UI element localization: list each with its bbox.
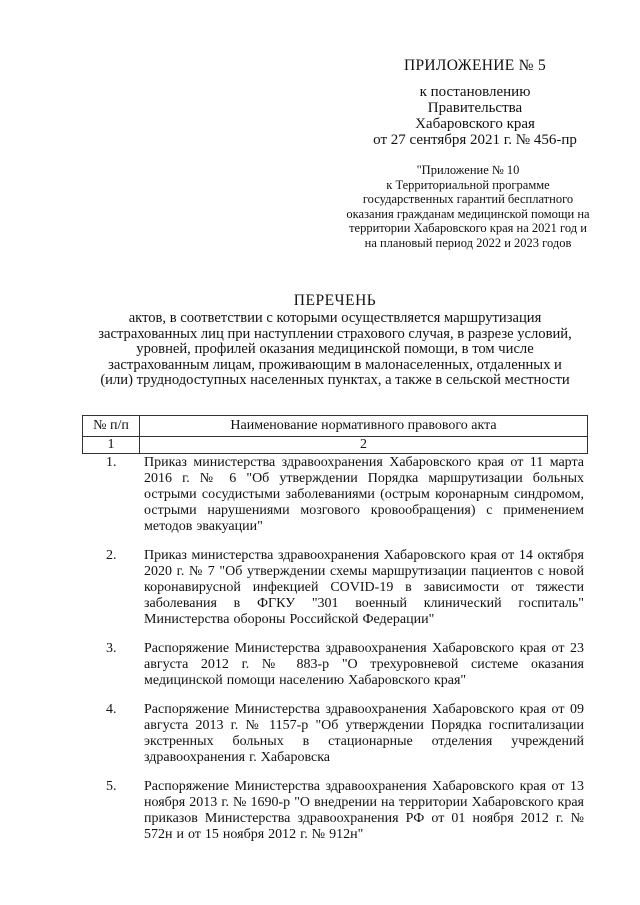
appendix-line: к постановлению (419, 84, 531, 100)
act-text: Распоряжение Министерства здравоохранения Хабаровского края от 09 августа 2013 г. № 1157-р "Об утверждении Порядка госпитализации экстренных больных в стационарные отделения учреждений здравоохранения г. Хабаровска (144, 702, 584, 765)
appendix-line: Хабаровского края (415, 116, 535, 132)
act-text: Распоряжение Министерства здравоохранения Хабаровского края от 13 ноября 2013 г. № 1690-р "О внедрении на территории Хабаровского края приказов Министерства здравоохранения РФ от 01 ноября 2012 г. № 572н и от 15 ноября 2012 г. № 912н" (144, 779, 584, 842)
acts-list (88, 455, 590, 856)
list-item (88, 702, 590, 766)
appendix-title: ПРИЛОЖЕНИЕ № 5 (403, 57, 547, 74)
act-number: 5. (106, 779, 117, 794)
act-text: Распоряжение Министерства здравоохранения Хабаровского края от 23 августа 2012 г. № 883-р "О трехуровневой системе оказания медицинской помощи населению Хабаровского края" (144, 641, 584, 688)
subtitle-line: уровней, профилей оказания медицинской помощи, в том числе (136, 341, 534, 357)
table-header-row (83, 416, 588, 437)
table-index-row (83, 437, 588, 454)
list-item (88, 548, 590, 628)
subtitle-line: застрахованным лицам, проживающим в малонаселенных, отдаленных и (108, 356, 562, 373)
act-text: Приказ министерства здравоохранения Хабаровского края от 14 октября 2020 г. № 7 "Об утверждении схемы маршрутизации пациентов с новой коронавирусной инфекцией COVID-19 в зависимости от тяжести заболевания в ФГКУ "301 военный клинический госпиталь" Министерства обороны Российской Федерации" (144, 548, 584, 627)
list-subtitle (78, 311, 592, 389)
appendix-line: Правительства (427, 100, 523, 116)
subtitle-line: (или) труднодоступных населенных пунктах, а также в сельской местности (100, 372, 570, 388)
act-number: 3. (106, 641, 117, 656)
header-name-cell: Наименование нормативного правового акта (140, 416, 588, 437)
header-number-cell: № п/п (83, 416, 140, 437)
list-item (88, 641, 590, 689)
list-item (88, 779, 590, 843)
act-number: 4. (106, 702, 117, 717)
reference-line: "Приложение № 10 (416, 163, 520, 177)
reference-line: на плановый период 2022 и 2023 годов (364, 235, 572, 250)
reference-line: оказания гражданам медицинской помощи на (346, 206, 590, 221)
reference-line: государственных гарантий бесплатного (362, 192, 574, 206)
act-number: 2. (106, 548, 117, 563)
list-item (88, 455, 590, 535)
program-appendix-reference (336, 163, 600, 250)
appendix-line: от 27 сентября 2021 г. № 456-пр (373, 132, 577, 148)
index-cell-1: 1 (83, 437, 140, 454)
reference-line: территории Хабаровского края на 2021 год и (349, 221, 587, 235)
act-text: Приказ министерства здравоохранения Хабаровского края от 11 марта 2016 г. № 6 "Об утверждении Порядка маршрутизации больных острыми сосудистыми заболеваниями (острым коронарным синдромом, острыми нарушениями мозгового кровообращения) с применением методов эвакуации" (144, 455, 584, 534)
index-cell-2: 2 (140, 437, 588, 454)
reference-line: к Территориальной программе (386, 177, 550, 192)
act-number: 1. (106, 455, 117, 470)
subtitle-line: застрахованных лиц при наступлении страхового случая, в разрезе условий, (98, 325, 572, 342)
acts-table-header (82, 415, 588, 454)
subtitle-line: актов, в соответствии с которыми осуществляется маршрутизация (128, 310, 542, 326)
list-title: ПЕРЕЧЕНЬ (293, 292, 377, 309)
appendix-header (360, 58, 590, 148)
